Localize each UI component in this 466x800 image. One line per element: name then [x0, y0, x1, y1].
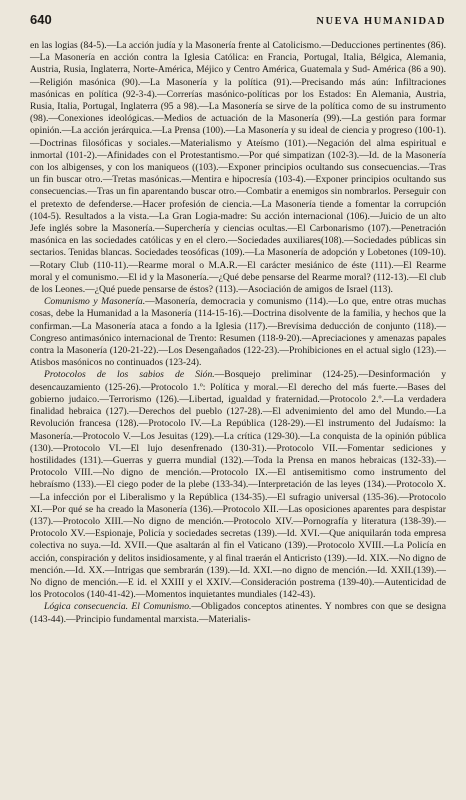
paragraph-text: —Obligados conceptos atinentes. Y nombres con que se designa (143-44).—Principio fundamental marxista.—Materialis-: [30, 601, 446, 625]
paragraph-text: en las logias (84-5).—La acción judía y la Masonería frente al Catolicismo.—Deducciones pertinentes (86).—La Masonería en acción contra la Iglesia Católica: en Francia, Portugal, Italia, Bélgica, Alemania, Austria, Rusia, Inglaterra, Norte-América, Méjico y Centro América, Guatemala y Sud- América (86 a 90).—Religión masónica (90).—La Masonería y la política (91).—Precisando más aún: Infiltraciones masónicas en política (92-3-4).—Correrías masónico-políticas por los Estados: En Alemania, Austria, Rusia, Italia, Portugal, Inglaterra (95 a 98).—La Masonería se sirve de la política como de su instrumento (98).—Conexiones ideológicas.—Medios de actuación de la Masonería (99).—La gestión para formar opinión.—La acción jerárquica.—La Prensa (100).—La Masonería y su ideal de ciencia y progreso (100-1).—Doctrinas filosóficas y sociales.—Materialismo y Ateísmo (101).—Negación del alma espiritual e inmortal (101-2).—Afinidades con el Protestantismo.—Por qué simpatizan (102-3).—Id. de la Masonería con los albigenses, y con los maniqueos ((103).—Exponer principios ocultando sus consecuencias.—Tras un fin buscar otro.—Tretas masónicas.—Mentira e hipocresía (103-4).—Exponer principios ocultando sus consecuencias.—Tras un fin aparentando buscar otro.—Combatir a enemigos sin nombrarlos. Perseguir con el pretexto de defenderse.—Hacer profesión de ciencia.—La Masonería tiende a fomentar la corrupción (104-5). Resultados a la vista.—La Gran Logia-madre: Su acción internacional (106).—Juicio de un alto Jefe inglés sobre la Masonería.—Superchería y ciencias ocultas.—El Carbonarismo (107).—Penetración masónica en las sociedades católicas y en el clero.—Sociedades auxiliares(108).—Sociedades públicas sin sectarios. Tenidas blancas. Sociedades teosóficas (109).—La Masonería de adopción y Lobetones (109-10).—Rotary Club (110-11).—Rearme moral o M.A.R.—El carácter mesiánico de éste (111).—El Rearme moral y el comunismo.—El id y la Masonería.—¿Qué debe pensarse del Rearme moral? (112-13).—El club de los Leones.—¿Qué puede pensarse de éstos? (113).—Asociación de amigos de Israel (113).: [30, 40, 446, 296]
paragraph-text: —Bosquejo preliminar (124-25).—Desinformación y desencauzamiento (125-26).—Protocolo 1.º: Política y moral.—El derecho del más fuerte.—Bases del gobierno judaico.—Terrorismo (126).—Libertad, igualdad y fraternidad.—Protocolo 2.º.—La verdadera finalidad hebraica (127).—Derechos del pueblo (127-28).—El advenimiento del amo del Mundo.—La Revolución francesa (128).—Protocolo IV.—La República (128-29).—El instrumento del Judaísmo: la Masonería.—Protocolo V.—Los Jesuitas (129).—La crítica (129-30).—La conquista de la opinión pública (130).—Protocolo VI.—El lujo desenfrenado (130-31).—Protocolo VII.—Fomentar sediciones y hostilidades (131).—Guerras y guerra mundial (132).—Toda la Prensa en manos hebraicas (132-33).—Protocolo VIII.—No digno de mención.—Protocolo IX.—El antisemitismo como instrumento del hebraísmo (133).—El ciego poder de la plebe (133-34).—Interpretación de las leyes (134).—Protocolo X.—La infección por el Liberalismo y la República (134-35).—El sufragio universal (135-36).—Protocolo XI.—Por qué se ha creado la Masonería (136).—Protocolo XII.—Las oposiciones aparentes para despistar (137).—Protocolo XIII.—No digno de mención.—Protocolo XIV.—Pornografía y literatura (138-39).—Protocolo XV.—Espionaje, Policía y sociedades secretas (139).—Id. XVI.—Que aniquilarán toda empresa colectiva no suya.—Id. XVII.—Que asaltarán al fin el Vaticano (139).—Protocolo XVIII.—La Policía en acción, conspiración y delitos insidiosamente, y al final traerán el Anticristo (139).—Id. XIX.—No digno de mención.—Id. XX.—Intrigas que sembrarán (139).—Id. XXI.—no digno de mención.—Id. XXII.(139).—No digno de mención.—E id. el XXIII y el XXIV.—Consideración postrema (139-40).—Autenticidad de los Protocolos (140-41-42).—Momentos inquietantes mundiales (142-43).: [30, 369, 446, 601]
section-lead: Lógica consecuencia. El Comunismo.: [44, 601, 192, 613]
page-number: 640: [30, 12, 52, 27]
paragraph-text: —Masonería, democracia y comunismo (114).—Lo que, entre otras muchas cosas, debe la Humanidad a la Masonería (114-15-16).—Doctrina disolvente de la familia, y hechos que la confirman.—La Masonería ataca a fondo a la Iglesia (117).—Brevísima deducción de conjunto (118).—Congreso antimasónico internacional de Trento: Resumen (118-9-20).—Apreciaciones y amenazas papales contra la Masonería (120-21-22).—Los Desengañados (122-23).—Prohibiciones en el actual siglo (123).—Atisbos masónicos no continuados (123-24).: [30, 296, 446, 369]
running-head: NUEVA HUMANIDAD: [316, 16, 446, 27]
section-lead: Protocolos de los sabios de Sión.: [44, 369, 215, 381]
index-paragraph: [30, 40, 446, 296]
page-header: [30, 12, 446, 40]
index-paragraph: [30, 369, 446, 601]
index-text: [30, 40, 446, 626]
section-lead: Comunismo y Masonería.: [44, 296, 146, 308]
index-paragraph: [30, 601, 446, 625]
index-paragraph: [30, 296, 446, 369]
